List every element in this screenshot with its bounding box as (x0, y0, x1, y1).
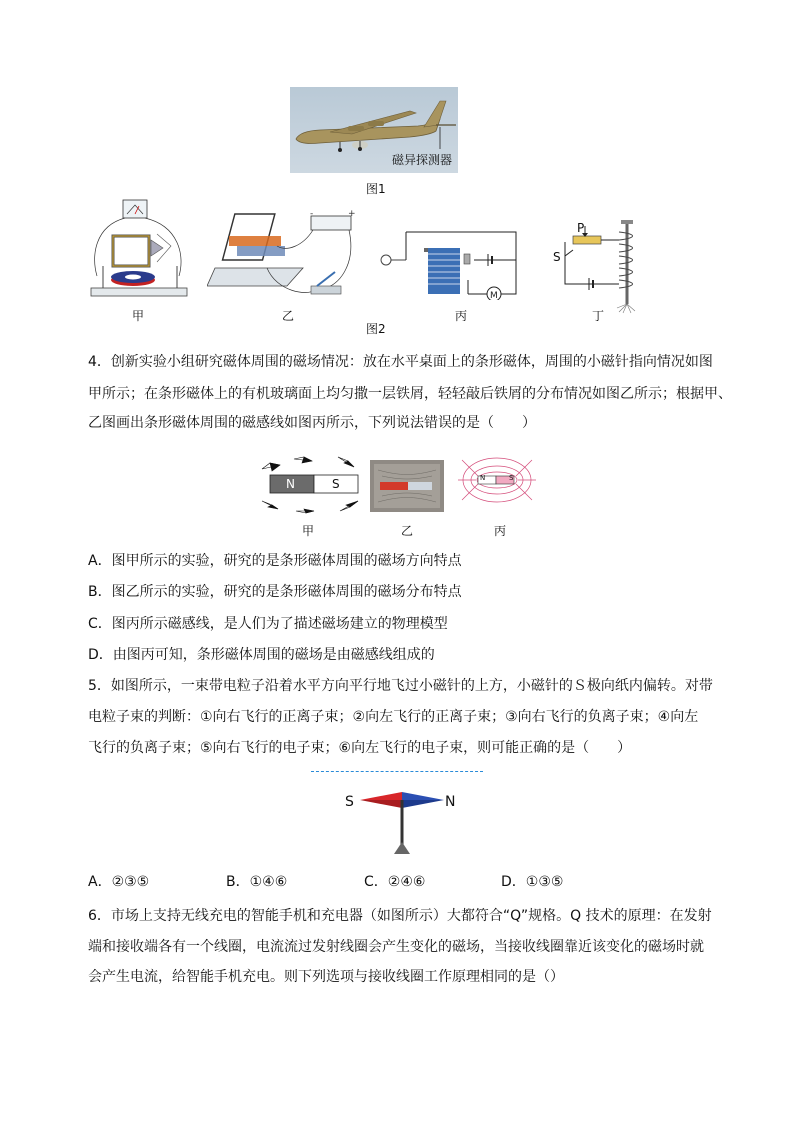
q4-label-yi: 乙 (401, 524, 414, 538)
apparatus-yi (207, 206, 357, 306)
compass-needle-figure (356, 786, 448, 860)
particle-beam-line (311, 771, 483, 772)
q6-line-2: 端和接收端各有一个线圈，电流流过发射线圈会产生变化的磁场，当接收线圈靠近该变化的磁场时就 (88, 939, 704, 955)
q5-option-a: A．②③⑤ (88, 874, 150, 890)
svg-text:+: + (348, 209, 356, 219)
svg-text:M: M (490, 291, 498, 300)
q5-line-2: 电粒子束的判断：①向右飞行的正离子束；②向左飞行的正离子束；③向右飞行的负离子束；④向左 (88, 709, 699, 725)
fig2-label-jia: 甲 (132, 309, 145, 323)
fig2-label-bing: 丙 (455, 309, 468, 323)
detector-label: 磁异探测器 (392, 153, 453, 167)
apparatus-bing (376, 218, 526, 300)
q4-option-a: A．图甲所示的实验，研究的是条形磁体周围的磁场方向特点 (88, 553, 462, 569)
q5-line-3: 飞行的负离子束；⑤向右飞行的电子束；⑥向左飞行的电子束，则可能正确的是（ ） (88, 740, 632, 756)
figure2-caption: 图2 (366, 322, 386, 336)
q6-line-3: 会产生电流，给智能手机充电。则下列选项与接收线圈工作原理相同的是（） (88, 969, 564, 985)
q5-option-d: D．①③⑤ (501, 874, 564, 890)
fig2-label-yi: 乙 (282, 309, 295, 323)
figure1-caption: 图1 (366, 182, 386, 196)
q4-label-jia: 甲 (302, 524, 315, 538)
q4-figure-jia (258, 453, 366, 517)
svg-text:-: - (310, 209, 314, 219)
q5-line-1: 5．如图所示，一束带电粒子沿着水平方向平行地飞过小磁针的上方，小磁针的Ｓ极向纸内偏转。对带 (88, 678, 713, 694)
apparatus-jia (85, 196, 195, 308)
q4-line-1: 4．创新实验小组研究磁体周围的磁场情况：放在水平桌面上的条形磁体，周围的小磁针指向情况如图 (88, 354, 713, 370)
q4-magnet-s: S (332, 477, 340, 491)
compass-needles (258, 453, 366, 517)
q4-bing-n: N (480, 474, 486, 482)
q5-option-c: C．②④⑥ (364, 874, 426, 890)
ding-s-label: S (553, 250, 561, 264)
needle-n-label: N (445, 794, 456, 810)
q4-option-c: C．图丙所示磁感线，是人们为了描述磁场建立的物理模型 (88, 616, 448, 632)
q4-magnet-n: N (286, 477, 295, 491)
q5-option-b: B．①④⑥ (226, 874, 288, 890)
q4-figure-yi-iron-filings (370, 460, 444, 512)
aircraft-photo (290, 87, 458, 173)
apparatus-ding (545, 214, 645, 314)
q4-line-2: 甲所示；在条形磁体上的有机玻璃面上均匀撒一层铁屑，轻轻敲后铁屑的分布情况如图乙所示；根据甲、 (88, 386, 732, 402)
q4-option-d: D．由图丙可知，条形磁体周围的磁场是由磁感线组成的 (88, 647, 435, 663)
q4-option-b: B．图乙所示的实验，研究的是条形磁体周围的磁场分布特点 (88, 584, 462, 600)
q4-bing-s: S (509, 474, 514, 482)
q4-label-bing: 丙 (494, 524, 507, 538)
q6-line-1: 6．市场上支持无线充电的智能手机和充电器（如图所示）大都符合“Q”规格。Q 技术的原理：在发射 (88, 908, 712, 924)
ding-p-label: P (577, 221, 585, 235)
q4-line-3: 乙图画出条形磁体周围的磁感线如图丙所示，下列说法错误的是（ ） (88, 415, 536, 431)
needle-s-label: S (345, 794, 354, 810)
fig2-label-ding: 丁 (592, 309, 605, 323)
q5-options-row (88, 872, 728, 892)
q4-figure-bing-field-lines (456, 452, 538, 514)
